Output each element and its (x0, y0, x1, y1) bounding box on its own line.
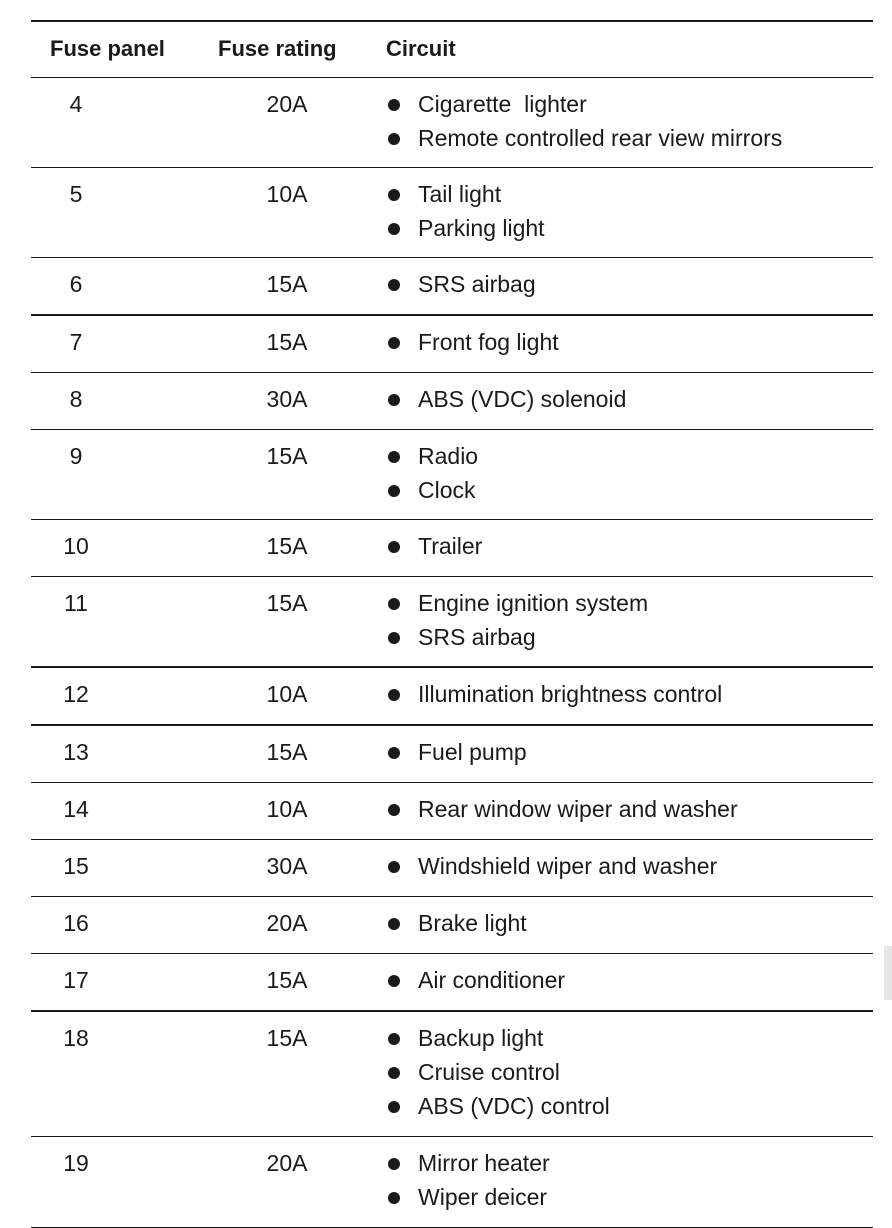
circuit-item: SRS airbag (386, 624, 648, 658)
circuit-list (386, 181, 545, 249)
fuse-panel-cell: 9 (69, 443, 83, 469)
fuse-panel-cell: 7 (69, 329, 83, 355)
table-row (31, 577, 873, 668)
fuse-rating-cell: 15A (266, 329, 308, 355)
circuit-item: Radio (386, 443, 478, 477)
circuit-list (386, 590, 648, 658)
circuit-list (386, 386, 626, 420)
table-row (31, 430, 873, 520)
circuit-item: Brake light (386, 910, 527, 944)
circuit-list (386, 1025, 610, 1127)
fuse-rating-cell: 10A (266, 681, 308, 707)
table-row (31, 520, 873, 577)
circuit-list (386, 329, 559, 363)
fuse-rating-cell: 15A (266, 739, 308, 765)
fuse-rating-cell: 15A (266, 967, 308, 993)
fuse-rating-cell: 20A (266, 1150, 308, 1176)
fuse-rating-cell: 15A (266, 590, 308, 616)
fuse-panel-cell: 14 (63, 796, 89, 822)
table-row (31, 168, 873, 258)
circuit-list (386, 1150, 550, 1218)
table-row (31, 258, 873, 316)
circuit-item: Cigarette lighter (386, 91, 782, 125)
circuit-item: Illumination brightness control (386, 681, 722, 715)
circuit-item: Fuel pump (386, 739, 527, 773)
circuit-list (386, 739, 527, 773)
fuse-panel-cell: 11 (64, 590, 88, 616)
fuse-panel-cell: 16 (63, 910, 89, 936)
circuit-list (386, 681, 722, 715)
table-body (31, 78, 873, 1228)
circuit-item: Backup light (386, 1025, 610, 1059)
circuit-item: Engine ignition system (386, 590, 648, 624)
page-edge-tab (884, 946, 892, 1000)
circuit-item: Cruise control (386, 1059, 610, 1093)
circuit-list (386, 967, 565, 1001)
fuse-panel-cell: 4 (69, 91, 83, 117)
circuit-item: ABS (VDC) control (386, 1093, 610, 1127)
fuse-panel-cell: 19 (63, 1150, 89, 1176)
circuit-item: Front fog light (386, 329, 559, 363)
fuse-panel-cell: 10 (63, 533, 89, 559)
fuse-rating-cell: 30A (266, 853, 308, 879)
table-row (31, 954, 873, 1012)
fuse-panel-cell: 5 (69, 181, 83, 207)
fuse-rating-cell: 10A (266, 181, 308, 207)
fuse-panel-cell: 8 (69, 386, 83, 412)
fuse-rating-cell: 20A (266, 91, 308, 117)
fuse-rating-cell: 15A (266, 443, 308, 469)
fuse-panel-cell: 6 (69, 271, 83, 297)
circuit-list (386, 533, 482, 567)
table-row (31, 1137, 873, 1228)
fuse-panel-cell: 12 (63, 681, 89, 707)
circuit-item: ABS (VDC) solenoid (386, 386, 626, 420)
header-fuse-panel: Fuse panel (50, 36, 165, 61)
fuse-rating-cell: 15A (266, 271, 308, 297)
header-fuse-rating: Fuse rating (218, 36, 337, 61)
table-row (31, 668, 873, 726)
circuit-item: Tail light (386, 181, 545, 215)
circuit-list (386, 91, 782, 159)
circuit-item: Mirror heater (386, 1150, 550, 1184)
table-row (31, 783, 873, 840)
table-row (31, 1012, 873, 1137)
table-row (31, 840, 873, 897)
fuse-panel-cell: 13 (63, 739, 89, 765)
circuit-item: Wiper deicer (386, 1184, 550, 1218)
circuit-item: Rear window wiper and washer (386, 796, 738, 830)
fuse-rating-cell: 10A (266, 796, 308, 822)
fuse-panel-cell: 17 (63, 967, 89, 993)
table-header (31, 22, 873, 78)
table-row (31, 897, 873, 954)
circuit-list (386, 271, 536, 305)
circuit-item: Parking light (386, 215, 545, 249)
circuit-list (386, 796, 738, 830)
circuit-list (386, 910, 527, 944)
header-circuit: Circuit (386, 36, 456, 61)
circuit-item: Windshield wiper and washer (386, 853, 717, 887)
circuit-item: Remote controlled rear view mirrors (386, 125, 782, 159)
fuse-table (31, 20, 873, 1228)
circuit-list (386, 853, 717, 887)
circuit-item: Air conditioner (386, 967, 565, 1001)
table-row (31, 78, 873, 168)
fuse-rating-cell: 20A (266, 910, 308, 936)
table-row (31, 316, 873, 373)
circuit-item: Trailer (386, 533, 482, 567)
fuse-rating-cell: 15A (266, 533, 308, 559)
table-row (31, 726, 873, 783)
table-row (31, 373, 873, 430)
circuit-list (386, 443, 478, 511)
fuse-rating-cell: 15A (266, 1025, 308, 1051)
fuse-panel-cell: 18 (63, 1025, 89, 1051)
fuse-rating-cell: 30A (266, 386, 308, 412)
circuit-item: SRS airbag (386, 271, 536, 305)
circuit-item: Clock (386, 477, 478, 511)
fuse-panel-cell: 15 (63, 853, 89, 879)
